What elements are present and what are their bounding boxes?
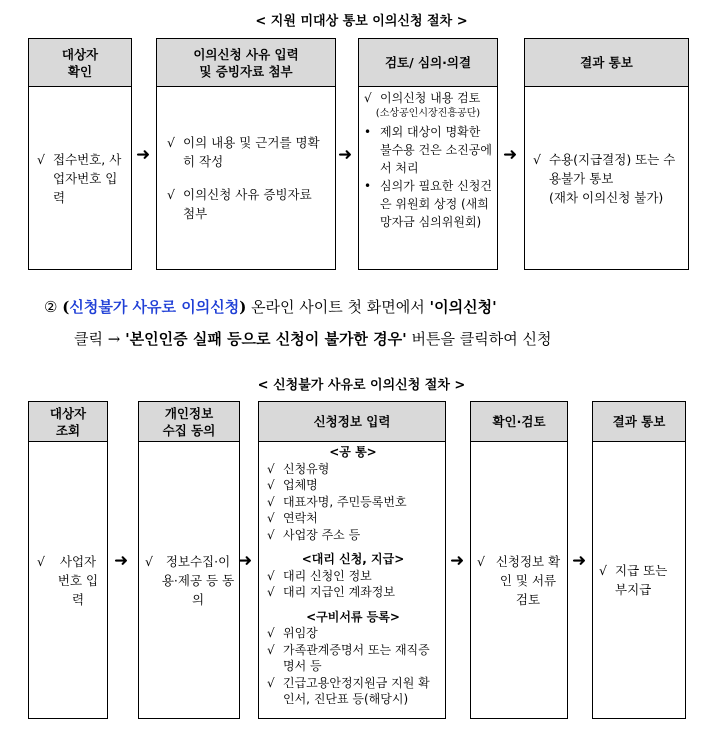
list-item: [267, 584, 439, 601]
item-text: 이의 내용 및 근거를 명확히 작성: [183, 135, 320, 169]
instruction-line-1: [44, 292, 684, 322]
item-text: 심의가 필요한 신청건은 위원회 상정 (새희망자금 심의위원회): [380, 179, 492, 229]
list-item: [37, 150, 125, 207]
item-text: 업체명: [283, 478, 318, 492]
instruction-text-1: 온라인 사이트 첫 화면에서: [246, 298, 430, 316]
check-mark: √: [533, 151, 541, 167]
column-header: 신청정보 입력: [259, 402, 445, 442]
check-mark: √: [167, 187, 175, 202]
quote-text-1: '이의신청': [429, 298, 497, 316]
list-item: [267, 527, 439, 544]
check-mark: √: [267, 585, 275, 599]
column-header: 검토/ 심의·의결: [359, 39, 497, 87]
check-mark: √: [267, 511, 275, 525]
item-text: 제외 대상이 명확한 불수용 건은 소진공에서 처리: [380, 125, 492, 175]
flow2-col-consent: [138, 401, 240, 719]
flow1-title: < 지원 미대상 통보 이의신청 절차 >: [255, 14, 468, 29]
item-text: 가족관계증명서 또는 재직증명서 등: [283, 642, 430, 673]
list-item: [267, 494, 439, 511]
flow2-arrow-4: ➜: [572, 551, 587, 571]
instruction-text-3: 버튼을 클릭하여 신청: [406, 330, 552, 348]
list-item: [267, 510, 439, 527]
check-mark: √: [267, 626, 275, 640]
column-header: 확인·검토: [471, 402, 567, 442]
check-mark: √: [364, 91, 372, 105]
check-mark: √: [267, 478, 275, 492]
list-item: [364, 177, 492, 231]
check-mark: √: [267, 642, 275, 657]
quote-text-2: '본인인증 실패 등으로 신청이 불가한 경우': [125, 330, 407, 348]
list-item: [267, 625, 439, 642]
instruction-line-2: [74, 324, 714, 354]
column-header: 결과 통보: [593, 402, 685, 442]
section-title: <대리 신청, 지급>: [301, 552, 405, 566]
flow1-col-review: [358, 38, 498, 270]
item-text: 이의신청 사유 증빙자료 첨부: [183, 187, 312, 221]
list-item: [145, 552, 235, 609]
bullet-mark: •: [364, 179, 372, 193]
item-text: 대리 지급인 계좌정보: [283, 585, 395, 599]
list-item: [267, 675, 439, 708]
flow2-title: < 신청불가 사유로 이의신청 절차 >: [257, 378, 466, 393]
check-mark: √: [37, 553, 45, 569]
flow1-arrow-1: ➜: [136, 145, 151, 165]
paren-close: ): [239, 298, 247, 316]
column-header: 개인정보 수집 동의: [139, 402, 239, 442]
flow1-col-reason-input: [156, 38, 336, 270]
section-title: <구비서류 등록>: [306, 609, 400, 624]
column-header: 이의신청 사유 입력 및 증빙자료 첨부: [157, 39, 335, 87]
check-mark: √: [599, 563, 607, 578]
highlight-text: 신청불가 사유로 이의신청: [69, 298, 240, 316]
check-mark: √: [267, 461, 275, 476]
section-title: <공 통>: [329, 445, 377, 459]
column-header: 결과 통보: [525, 39, 688, 87]
item-text: 사업자 번호 입력: [57, 553, 99, 607]
check-mark: √: [145, 553, 153, 569]
check-mark: √: [477, 553, 485, 569]
item-text: 수용(지급결정) 또는 수용불가 통보: [549, 151, 676, 186]
item-note: (재차 이의신청 불가): [549, 189, 664, 205]
list-item: [477, 552, 563, 609]
list-item: [533, 150, 682, 188]
check-mark: √: [267, 494, 275, 509]
bullet-mark: •: [364, 125, 372, 139]
flow1-arrow-3: ➜: [503, 145, 518, 165]
list-item: [267, 568, 439, 585]
check-mark: √: [267, 675, 275, 690]
item-text: 신청유형: [283, 461, 330, 476]
instruction-text-2: 클릭 →: [74, 330, 126, 348]
item-text: 접수번호, 사업자번호 입력: [53, 151, 122, 205]
item-text: 이의신청 내용 검토: [380, 91, 481, 105]
flow2-arrow-3: ➜: [450, 551, 465, 571]
check-mark: √: [167, 135, 175, 150]
list-item: [267, 642, 439, 675]
column-header: 대상자 확인: [29, 39, 131, 87]
list-item: [364, 89, 492, 107]
flow1-col-result: [524, 38, 689, 270]
list-item: [364, 123, 492, 177]
flow2-arrow-2: ➜: [238, 551, 253, 571]
item-text: 정보수집·이용·제공 등 동의: [161, 553, 235, 607]
list-item: [599, 561, 681, 599]
flow2-col-result: [592, 401, 686, 719]
item-number: ②: [44, 298, 58, 316]
item-note: (소상공인시장진흥공단): [375, 108, 481, 119]
paren-open: (: [62, 298, 70, 316]
flow2-col-review: [470, 401, 568, 719]
item-text: 위임장: [283, 626, 318, 640]
flow1-col-target-check: [28, 38, 132, 270]
check-mark: √: [37, 151, 45, 167]
item-text: 대리 신청인 정보: [283, 568, 372, 583]
flow2-arrow-1: ➜: [114, 551, 129, 571]
item-text: 지급 또는 부지급: [615, 563, 668, 597]
item-text: 대표자명, 주민등록번호: [283, 494, 407, 509]
list-item: [37, 552, 103, 609]
list-item: [267, 461, 439, 478]
list-item: [267, 477, 439, 494]
list-item: [167, 185, 325, 223]
check-mark: √: [267, 568, 275, 583]
flow2-col-info-input: [258, 401, 446, 719]
list-item: [167, 133, 325, 171]
flow2-col-lookup: [28, 401, 108, 719]
item-text: 긴급고용안정지원금 지원 확인서, 진단표 등(해당시): [283, 675, 430, 706]
item-text: 신청정보 확인 및 서류 검토: [495, 553, 561, 607]
check-mark: √: [267, 527, 275, 542]
flow1-arrow-2: ➜: [338, 145, 353, 165]
item-text: 사업장 주소 등: [283, 527, 361, 542]
column-header: 대상자 조회: [29, 402, 107, 442]
item-text: 연락처: [283, 511, 318, 525]
